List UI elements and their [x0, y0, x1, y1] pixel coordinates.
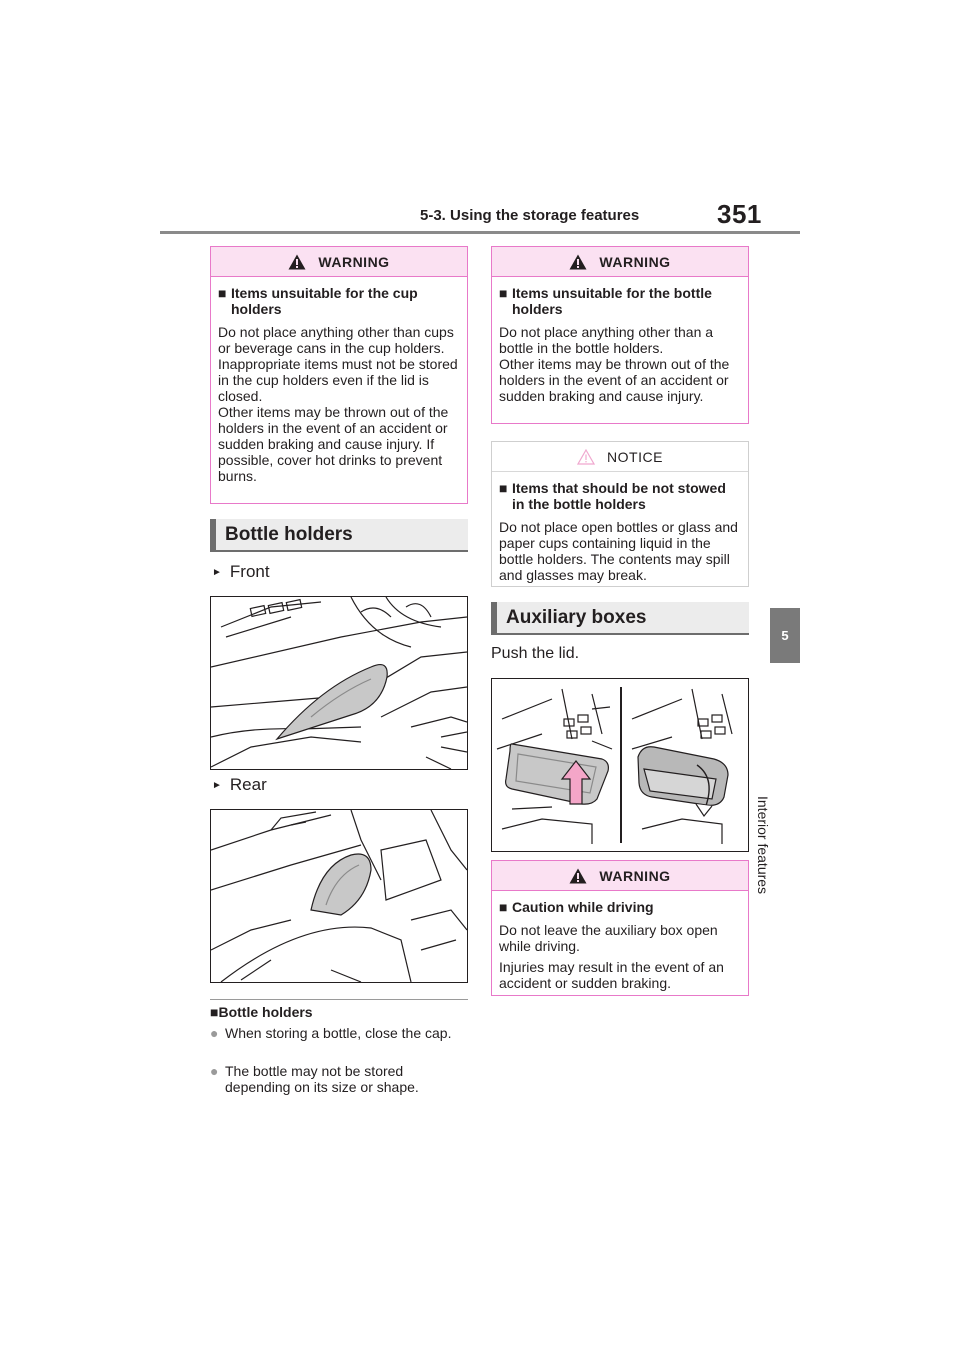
illustration-front-bottle-holder [210, 596, 468, 770]
warning-label: WARNING [599, 867, 671, 884]
warning-text: Do not place anything other than cups or beverage cans in the cup holders. Inappropriate items must not be stored in the cup holders even if the lid is closed. Other items may be thrown out of the holders in the event of an accident or sudden braking and cause injury. If possible, cover hot drinks to prevent burns. [218, 324, 458, 484]
note-heading-bottle-holders: ■Bottle holders [210, 1004, 313, 1020]
warning-triangle-icon [569, 868, 587, 884]
square-bullet-icon: ■ [499, 285, 508, 301]
warning-subhead: ■ Caution while driving [499, 899, 654, 915]
warning-subhead: ■ Items unsuitable for the bottle holders [499, 285, 712, 317]
figure-label-front: ► Front [212, 562, 270, 581]
notice-subhead: ■ Items that should be not stowed in the bottle holders [499, 480, 726, 512]
circle-bullet-icon: ● [210, 1025, 219, 1041]
header-rule [160, 231, 800, 234]
chapter-tab: 5 [770, 608, 800, 663]
square-bullet-icon: ■ [499, 480, 508, 496]
notice-box-bottle-holders [491, 441, 749, 587]
warning-triangle-icon [569, 254, 587, 270]
chapter-title-vertical: Interior features [755, 796, 771, 895]
note-divider [210, 999, 468, 1000]
note-bullet: ● The bottle may not be stored depending on its size or shape. [210, 1063, 419, 1095]
illustration-rear-bottle-holder [210, 809, 468, 983]
instruction-text: Push the lid. [491, 645, 580, 662]
notice-box-header [492, 442, 748, 472]
notice-label: NOTICE [607, 448, 663, 465]
square-bullet-icon: ■ [499, 899, 508, 915]
warning-text: Do not leave the auxiliary box open while driving. [499, 922, 718, 954]
right-triangle-icon: ► [212, 779, 222, 791]
illustration-auxiliary-box [491, 678, 749, 852]
figure-label-rear: ► Rear [212, 775, 267, 794]
circle-bullet-icon: ● [210, 1063, 219, 1079]
note-bullet: ● When storing a bottle, close the cap. [210, 1025, 452, 1041]
warning-box-cup-holders [210, 246, 468, 504]
warning-box-header [211, 247, 467, 277]
warning-box-auxiliary [491, 860, 749, 996]
right-triangle-icon: ► [212, 566, 222, 578]
warning-triangle-icon [288, 254, 306, 270]
warning-text: Injuries may result in the event of an accident or sudden braking. [499, 959, 724, 991]
warning-label: WARNING [318, 253, 390, 270]
warning-label: WARNING [599, 253, 671, 270]
warning-subhead: ■ Items unsuitable for the cup holders [218, 285, 418, 317]
section-title-bottle-holders: Bottle holders [210, 519, 468, 552]
warning-text: Do not place anything other than a bottle in the bottle holders. Other items may be thrown out of the holders in the event of an accident or sudden braking and cause injury. [499, 324, 730, 404]
warning-box-bottle-holders [491, 246, 749, 424]
section-title-auxiliary-boxes: Auxiliary boxes [491, 602, 749, 635]
notice-text: Do not place open bottles or glass and paper cups containing liquid in the bottle holders. The contents may spill and glasses may break. [499, 519, 738, 583]
page-number: 351 [717, 199, 762, 229]
running-header-title: 5-3. Using the storage features [420, 207, 640, 224]
warning-box-header [492, 861, 748, 891]
caution-outline-icon [577, 449, 595, 465]
square-bullet-icon: ■ [218, 285, 227, 301]
warning-box-header [492, 247, 748, 277]
square-bullet-icon: ■ [210, 1004, 219, 1020]
